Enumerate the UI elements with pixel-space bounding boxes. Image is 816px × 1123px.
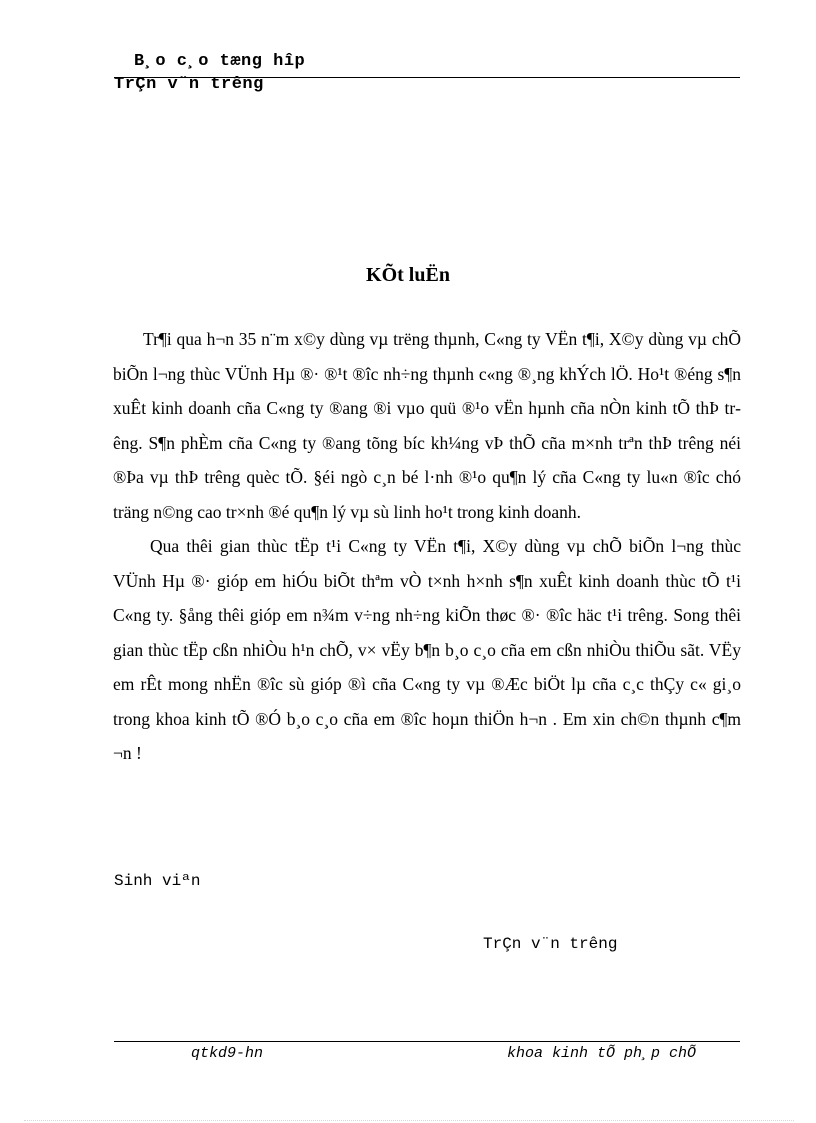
page-bottom-edge <box>24 1120 794 1121</box>
paragraph-1: Tr¶i qua h¬n 35 n¨m x©y dùng vµ trëng thµnh, C«ng ty VËn t¶i, X©y dùng vµ chÕ biÕn l¬ng thùc VÜnh Hµ ®· ®¹t ®îc nh÷ng thµnh c«ng ®¸ng khÝch lÖ. Ho¹t ®éng s¶n xuÊt kinh doanh cña C«ng ty ®ang ®i vµo quü ®¹o vËn hµnh cña nÒn kinh tÕ thÞ trêng. S¶n phÈm cña C«ng ty ®ang tõng bíc kh¼ng vÞ thÕ cña m×nh trªn thÞ trêng néi ®Þa vµ thÞ trêng quèc tÕ. §éi ngò c¸n bé l·nh ®¹o qu¶n lý cña C«ng ty lu«n ®îc chó träng n©ng cao tr×nh ®é qu¶n lý vµ sù linh ho¹t trong kinh doanh. <box>113 329 741 522</box>
report-title: B¸o c¸o tæng hîp <box>134 52 306 71</box>
footer-right-text: khoa kinh tÕ ph¸p chÕ <box>507 1045 697 1062</box>
report-author: TrÇn v¨n trêng <box>114 75 264 94</box>
footer-left-text: qtkd9-hn <box>191 1045 264 1062</box>
conclusion-body <box>113 322 741 771</box>
footer-divider <box>114 1041 740 1042</box>
paragraph-2: Qua thêi gian thùc tËp t¹i C«ng ty VËn t¶i, X©y dùng vµ chÕ biÕn l¬ng thùc VÜnh Hµ ®· gióp em hiÓu biÕt thªm vÒ t×nh h×nh s¶n xuÊt kinh doanh thùc tÕ t¹i C«ng ty. §ång thêi gióp em n¾m v÷ng nh÷ng kiÕn thøc ®· ®îc häc t¹i trêng. Song thêi gian thùc tËp cßn nhiÒu h¹n chÕ, v× vËy b¶n b¸o c¸o cña em cßn nhiÒu thiÕu sãt. VËy em rÊt mong nhËn ®îc sù gióp ®ì cña C«ng ty vµ ®Æc biÖt lµ cña c¸c thÇy c« gi¸o trong khoa kinh tÕ ®Ó b¸o c¸o cña em ®îc hoµn thiÖn h¬n . Em xin ch©n thµnh c¶m ¬n ! <box>113 536 741 763</box>
section-heading: KÕt luËn <box>366 264 450 286</box>
signer-name: TrÇn v¨n trêng <box>483 935 618 953</box>
signer-role: Sinh viªn <box>114 872 201 890</box>
